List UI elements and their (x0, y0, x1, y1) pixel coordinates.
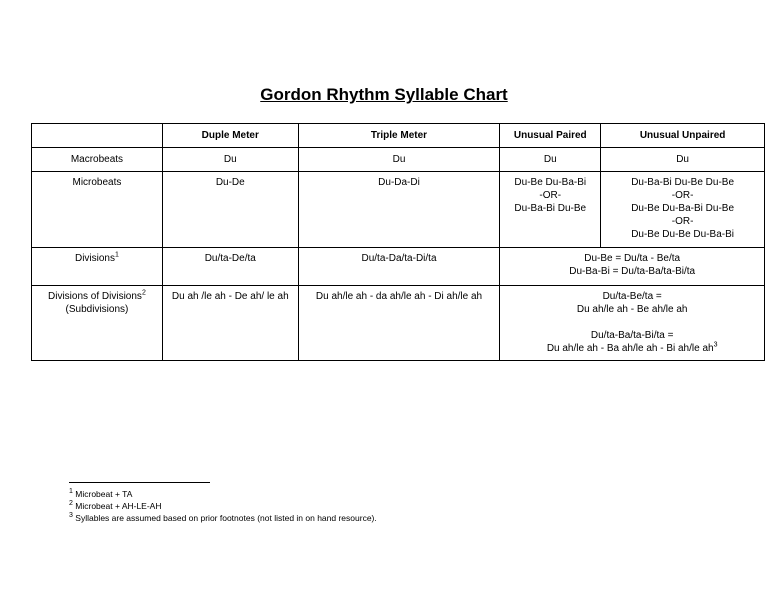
unpaired-line-4: -OR- (671, 216, 694, 227)
unpaired-line-5: Du-Be Du-Be Du-Ba-Bi (631, 229, 734, 240)
unpaired-line-3: Du-Be Du-Ba-Bi Du-Be (631, 203, 734, 214)
paired-line-1: Du-Be Du-Ba-Bi (514, 177, 587, 188)
subdivisions-label: Divisions of Divisions$^2$ (Subdivisions) (32, 286, 163, 361)
macrobeats-row (32, 148, 765, 172)
divisions-duple: Du/ta-De/ta (162, 248, 298, 286)
microbeats-unpaired (601, 172, 765, 248)
macrobeats-label: Macrobeats (32, 148, 163, 172)
footnote-2: $^2$ Microbeat + AH-LE-AH (69, 500, 162, 511)
footnote-1: $^1$ Microbeat + TA (69, 488, 133, 499)
header-unusual-paired: Unusual Paired (500, 124, 601, 148)
subdivisions-unusual-a-1: Du/ta-Be/ta = (602, 291, 662, 302)
macrobeats-paired: Du (500, 148, 601, 172)
subdivisions-duple: Du ah /le ah - De ah/ le ah (162, 286, 298, 361)
microbeats-label: Microbeats (32, 172, 163, 248)
divisions-triple: Du/ta-Da/ta-Di/ta (298, 248, 500, 286)
header-duple-meter: Duple Meter (162, 124, 298, 148)
divisions-unusual-line-1: Du-Be = Du/ta - Be/ta (584, 253, 681, 264)
footnote-3: $^3$ Syllables are assumed based on prior footnotes (not listed in on hand resource). (69, 512, 377, 523)
header-unusual-unpaired: Unusual Unpaired (601, 124, 765, 148)
subdivisions-unusual-b-2: Du ah/le ah - Ba ah/le ah - Bi ah/le $ah^3$ (546, 341, 718, 354)
subdivisions-triple: Du ah/le ah - da ah/le ah - Di ah/le ah (298, 286, 500, 361)
page-title: Gordon Rhythm Syllable Chart (260, 85, 508, 104)
paired-line-2: -OR- (539, 190, 562, 201)
header-triple-meter: Triple Meter (298, 124, 500, 148)
footnotes (69, 488, 377, 524)
rhythm-syllable-table (31, 123, 765, 361)
subdivisions-footnote-ref: 2 (141, 289, 146, 297)
footnote-separator (69, 482, 210, 483)
divisions-row (32, 248, 765, 286)
microbeats-row (32, 172, 765, 248)
subdivisions-unusual-a-2: Du ah/le ah - Be ah/le ah (576, 304, 688, 315)
unpaired-line-2: -OR- (671, 190, 694, 201)
subdivisions-label-2: (Subdivisions) (65, 304, 129, 315)
macrobeats-unpaired: Du (601, 148, 765, 172)
macrobeats-duple: Du (162, 148, 298, 172)
divisions-unusual (500, 248, 765, 286)
divisions-footnote-ref: 1 (114, 251, 119, 259)
header-row (32, 124, 765, 148)
footnote-3-ref: 3 (713, 341, 718, 349)
microbeats-duple: Du-De (162, 172, 298, 248)
macrobeats-triple: Du (298, 148, 500, 172)
subdivisions-unusual (500, 286, 765, 361)
subdivisions-row (32, 286, 765, 361)
paired-line-3: Du-Ba-Bi Du-Be (514, 203, 587, 214)
divisions-unusual-line-2: Du-Ba-Bi = Du/ta-Ba/ta-Bi/ta (569, 266, 696, 277)
microbeats-triple: Du-Da-Di (298, 172, 500, 248)
microbeats-paired (500, 172, 601, 248)
subdivisions-unusual-b-1: Du/ta-Ba/ta-Bi/ta = (590, 330, 674, 341)
divisions-label: Divisions$^1$ (32, 248, 163, 286)
unpaired-line-1: Du-Ba-Bi Du-Be Du-Be (631, 177, 734, 188)
header-corner (32, 124, 163, 148)
